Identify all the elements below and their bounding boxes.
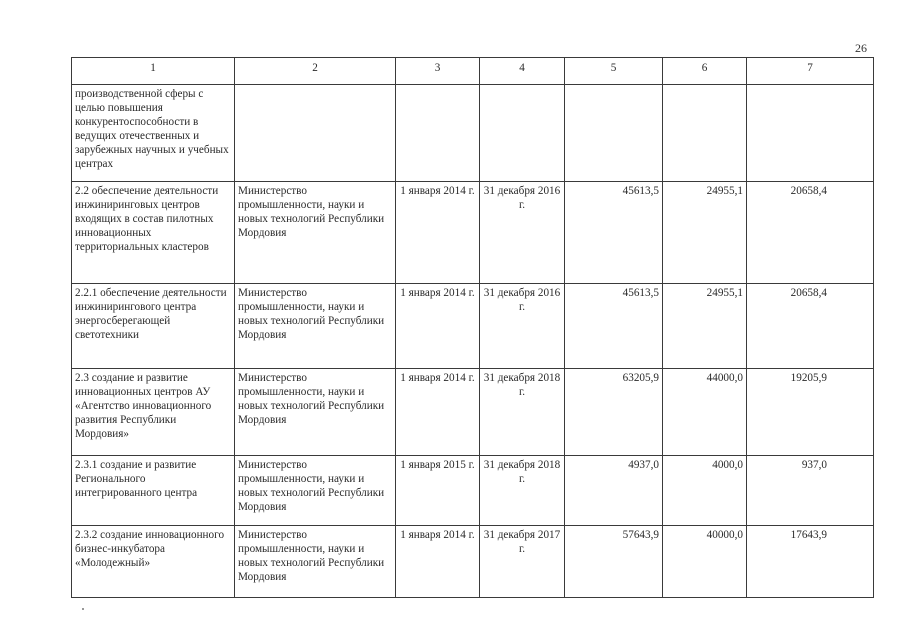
executor-cell: Министерство промышленности, науки и новых технологий Республики Мордовия xyxy=(235,526,396,598)
table-row xyxy=(72,526,874,598)
end-date-cell xyxy=(480,85,565,182)
value-col6-cell: 24955,1 xyxy=(663,284,747,369)
total-value-cell: 57643,9 xyxy=(565,526,663,598)
total-value-cell: 63205,9 xyxy=(565,369,663,456)
column-header: 1 xyxy=(72,58,235,85)
end-date-cell: 31 декабря 2016 г. xyxy=(480,284,565,369)
start-date-cell: 1 января 2014 г. xyxy=(396,284,480,369)
column-header: 4 xyxy=(480,58,565,85)
value-col7-cell: 20658,4 xyxy=(747,284,874,369)
value-col6-cell: 44000,0 xyxy=(663,369,747,456)
value-col7-cell: 20658,4 xyxy=(747,182,874,284)
column-header: 3 xyxy=(396,58,480,85)
activity-cell: 2.2.1 обеспечение деятельности инжинирингового центра энергосберегающей светотехники xyxy=(72,284,235,369)
start-date-cell xyxy=(396,85,480,182)
value-col6-cell: 40000,0 xyxy=(663,526,747,598)
table-row xyxy=(72,369,874,456)
total-value-cell: 4937,0 xyxy=(565,456,663,526)
value-col7-cell: 19205,9 xyxy=(747,369,874,456)
value-col7-cell xyxy=(747,85,874,182)
column-header: 2 xyxy=(235,58,396,85)
page-number: 26 xyxy=(855,41,867,55)
activity-cell: 2.3.2 создание инновационного бизнес-инкубатора «Молодежный» xyxy=(72,526,235,598)
total-value-cell xyxy=(565,85,663,182)
table-row xyxy=(72,456,874,526)
table-row xyxy=(72,284,874,369)
total-value-cell: 45613,5 xyxy=(565,284,663,369)
end-date-cell: 31 декабря 2018 г. xyxy=(480,456,565,526)
start-date-cell: 1 января 2014 г. xyxy=(396,526,480,598)
column-header: 7 xyxy=(747,58,874,85)
end-date-cell: 31 декабря 2017 г. xyxy=(480,526,565,598)
table-row xyxy=(72,85,874,182)
start-date-cell: 1 января 2014 г. xyxy=(396,182,480,284)
activity-cell: 2.3.1 создание и развитие Регионального интегрированного центра xyxy=(72,456,235,526)
end-date-cell: 31 декабря 2016 г. xyxy=(480,182,565,284)
value-col7-cell: 937,0 xyxy=(747,456,874,526)
executor-cell: Министерство промышленности, науки и новых технологий Республики Мордовия xyxy=(235,456,396,526)
value-col7-cell: 17643,9 xyxy=(747,526,874,598)
executor-cell: Министерство промышленности, науки и новых технологий Республики Мордовия xyxy=(235,369,396,456)
executor-cell: Министерство промышленности, науки и новых технологий Республики Мордовия xyxy=(235,182,396,284)
value-col6-cell xyxy=(663,85,747,182)
start-date-cell: 1 января 2014 г. xyxy=(396,369,480,456)
total-value-cell: 45613,5 xyxy=(565,182,663,284)
activity-cell: производственной сферы с целью повышения конкурентоспособности в ведущих отечественных и зарубежных научных и учебных центрах xyxy=(72,85,235,182)
executor-cell: Министерство промышленности, науки и новых технологий Республики Мордовия xyxy=(235,284,396,369)
end-date-cell: 31 декабря 2018 г. xyxy=(480,369,565,456)
activity-cell: 2.3 создание и развитие инновационных центров АУ «Агентство инновационного развития Республики Мордовия» xyxy=(72,369,235,456)
program-table xyxy=(71,57,874,598)
start-date-cell: 1 января 2015 г. xyxy=(396,456,480,526)
value-col6-cell: 24955,1 xyxy=(663,182,747,284)
activity-cell: 2.2 обеспечение деятельности инжиниринговых центров входящих в состав пилотных инновационных территориальных кластеров xyxy=(72,182,235,284)
value-col6-cell: 4000,0 xyxy=(663,456,747,526)
table-row xyxy=(72,182,874,284)
executor-cell xyxy=(235,85,396,182)
table-header-row xyxy=(72,58,874,85)
column-header: 6 xyxy=(663,58,747,85)
column-header: 5 xyxy=(565,58,663,85)
scan-speck xyxy=(82,608,84,610)
